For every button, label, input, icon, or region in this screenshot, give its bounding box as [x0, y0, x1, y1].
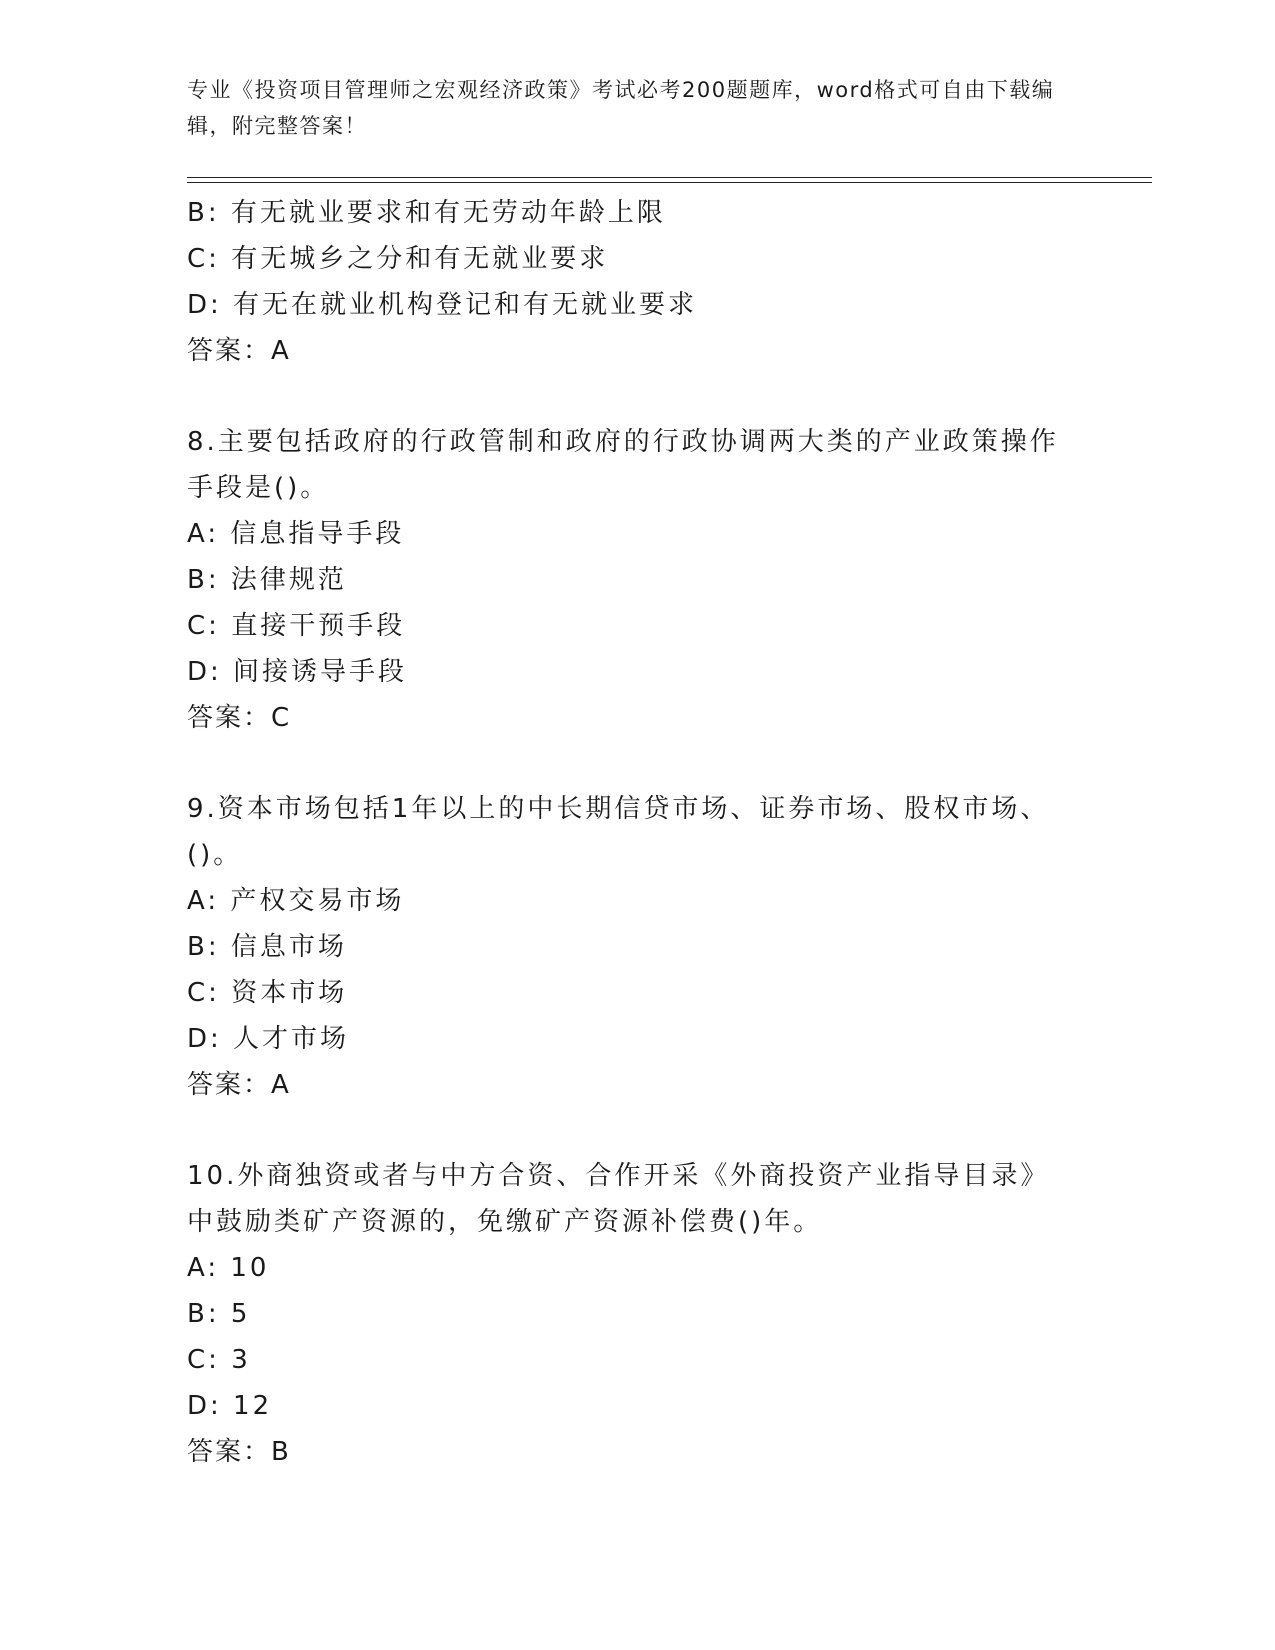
question-8: [187, 419, 1067, 741]
answer: 答案：B: [187, 1437, 291, 1467]
question-content: [187, 190, 1067, 1475]
answer: 答案：C: [187, 703, 292, 733]
option-text: 有无城乡之分和有无就业要求: [231, 244, 609, 274]
answer: 答案：A: [187, 336, 291, 366]
question-7-continued: [187, 190, 1067, 374]
option-b: [187, 557, 1067, 603]
option-text: 间接诱导手段: [233, 657, 408, 687]
option-label: D:: [187, 1391, 222, 1421]
option-text: 12: [233, 1391, 273, 1421]
option-a: [187, 878, 1067, 924]
option-label: C:: [187, 1345, 220, 1375]
option-label: D:: [187, 657, 222, 687]
option-text: 有无在就业机构登记和有无就业要求: [233, 290, 698, 320]
option-label: A:: [187, 1253, 220, 1283]
option-text: 人才市场: [233, 1024, 350, 1054]
option-label: B:: [187, 198, 220, 228]
option-label: C:: [187, 978, 220, 1008]
option-label: D:: [187, 290, 222, 320]
option-d: [187, 282, 1067, 328]
option-label: D:: [187, 1024, 222, 1054]
option-label: B:: [187, 565, 220, 595]
option-label: B:: [187, 932, 220, 962]
option-text: 资本市场: [231, 978, 348, 1008]
option-label: C:: [187, 611, 220, 641]
header-rule-top: [187, 177, 1152, 178]
option-label: B:: [187, 1299, 220, 1329]
option-text: 有无就业要求和有无劳动年龄上限: [230, 198, 666, 228]
document-header: 专业《投资项目管理师之宏观经济政策》考试必考200题题库，word格式可自由下载编辑，附完整答案！: [187, 78, 1055, 138]
option-b: [187, 924, 1067, 970]
answer: 答案：A: [187, 1070, 291, 1100]
header-rule-bottom: [187, 182, 1152, 183]
question-9: [187, 786, 1067, 1108]
option-c: [187, 1337, 1067, 1383]
option-c: [187, 970, 1067, 1016]
option-d: [187, 1016, 1067, 1062]
option-c: [187, 236, 1067, 282]
question-10: [187, 1153, 1067, 1475]
option-label: C:: [187, 244, 220, 274]
option-label: A:: [187, 519, 220, 549]
question-text: 9.资本市场包括1年以上的中长期信贷市场、证券市场、股权市场、()。: [187, 794, 1050, 870]
option-text: 信息指导手段: [230, 519, 405, 549]
question-text: 8.主要包括政府的行政管制和政府的行政协调两大类的产业政策操作手段是()。: [187, 427, 1059, 503]
option-label: A:: [187, 886, 220, 916]
option-text: 3: [231, 1345, 251, 1375]
option-d: [187, 1383, 1067, 1429]
option-c: [187, 603, 1067, 649]
option-text: 10: [230, 1253, 270, 1283]
option-a: [187, 511, 1067, 557]
option-text: 产权交易市场: [230, 886, 405, 916]
option-text: 法律规范: [230, 565, 347, 595]
option-text: 5: [230, 1299, 251, 1329]
option-b: [187, 1291, 1067, 1337]
question-text: 10.外商独资或者与中方合资、合作开采《外商投资产业指导目录》中鼓励类矿产资源的，免缴矿产资源补偿费()年。: [187, 1161, 1050, 1237]
option-a: [187, 1245, 1067, 1291]
option-b: [187, 190, 1067, 236]
option-d: [187, 649, 1067, 695]
option-text: 直接干预手段: [231, 611, 406, 641]
option-text: 信息市场: [230, 932, 347, 962]
